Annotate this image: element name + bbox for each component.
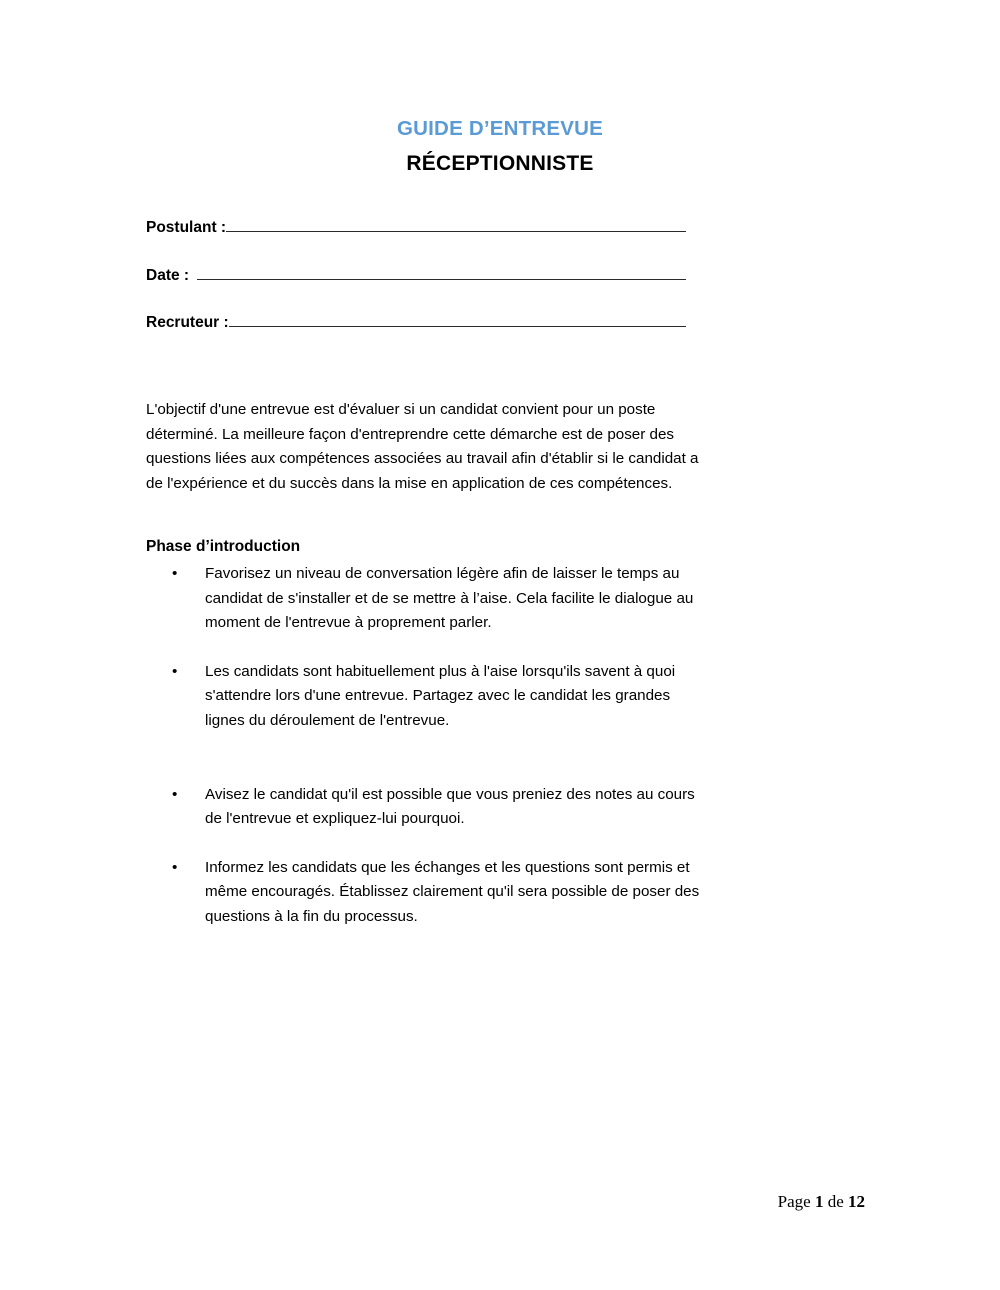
list-spacer [146,636,706,660]
form-field-recruteur [146,311,686,332]
intro-paragraph: L'objectif d'une entrevue est d'évaluer si un candidat convient pour un poste déterminé. La meilleure façon d'entreprendre cette démarche est de poser des questions liées aux compétences associées au travail afin d'établir si le candidat a de l'expérience et du succès dans la mise en application de ces compétences. [146,401,699,492]
footer-page-number: 1 [814,1192,824,1211]
list-item-text: Favorisez un niveau de conversation légère afin de laisser le temps au candidat de s'installer et de se mettre à l’aise. Cela facilite le dialogue au moment de l'entrevue à proprement parler. [205,565,694,632]
form-field-date-label: Date : [146,267,190,284]
list-item [146,562,702,636]
list-item-text: Les candidats sont habituellement plus à l'aise lorsqu'ils savent à quoi s'attendre lors d'une entrevue. Partagez avec le candidat les grandes lignes du déroulement de l'entrevue. [205,662,676,729]
form-field-date [146,264,686,285]
footer-total-pages: 12 [848,1192,865,1211]
list-item [146,783,702,832]
form-field-postulant-label: Postulant : [146,219,227,236]
section-heading-phase-introduction: Phase d’introduction [146,538,301,555]
list-item-text: Avisez le candidat qu'il est possible que vous preniez des notes au cours de l'entrevue et expliquez-lui pourquoi. [205,785,695,828]
form-field-recruteur-label: Recruteur : [146,314,229,331]
footer-separator: de [823,1192,848,1211]
form-field-postulant-input[interactable] [226,216,686,232]
bullet-list [146,562,706,930]
form-field-postulant [146,216,686,237]
document-subtitle: RÉCEPTIONNISTE [406,152,594,175]
form-field-recruteur-input[interactable] [229,311,686,327]
list-item [146,660,702,734]
bullet-marker-icon: • [172,662,178,680]
footer-page-word: Page [777,1192,815,1211]
form-field-date-input[interactable] [197,264,686,280]
list-spacer [146,832,706,856]
list-item-text: Informez les candidats que les échanges et les questions sont permis et même encouragés. Établissez clairement qu'il sera possible de poser des questions à la fin du processus. [205,858,700,925]
bullet-marker-icon: • [172,565,178,582]
bullet-marker-icon: • [172,858,178,876]
list-item [146,856,702,930]
list-spacer [146,734,706,783]
page-footer [778,1192,865,1212]
document-title: GUIDE D’ENTREVUE [397,117,603,140]
bullet-marker-icon: • [172,785,178,803]
